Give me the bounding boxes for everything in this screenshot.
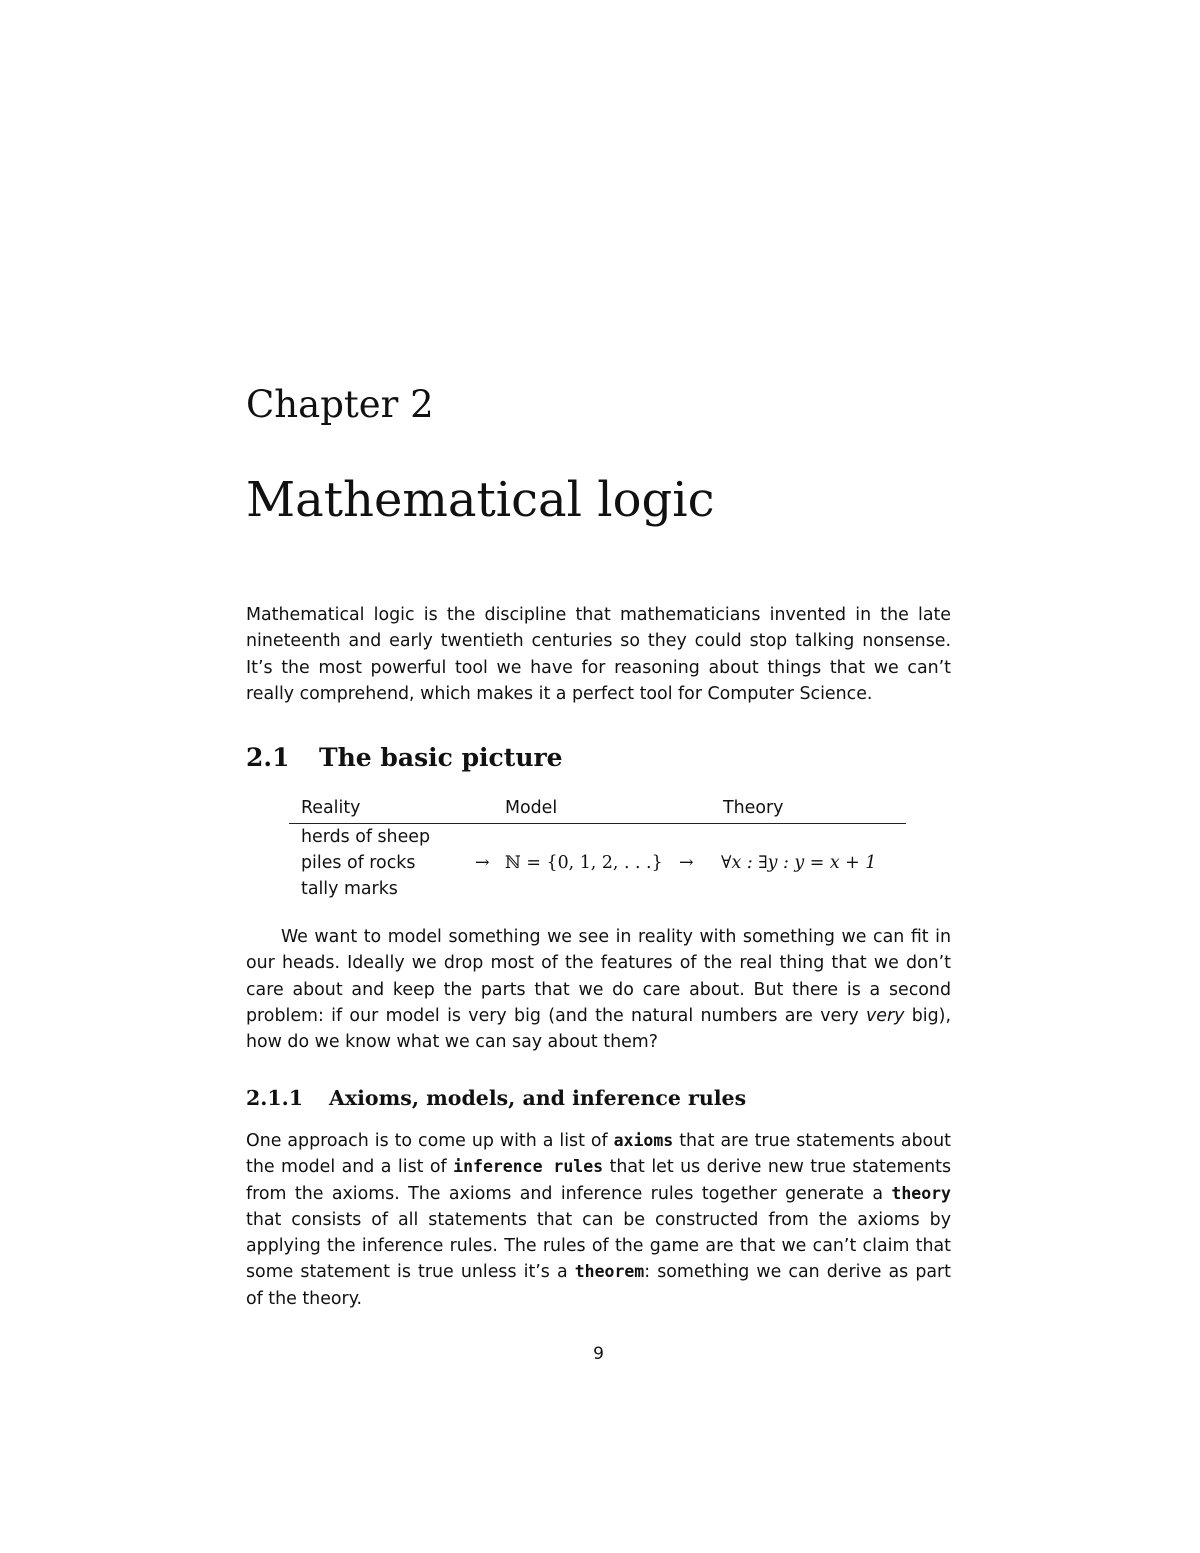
intro-paragraph: Mathematical logic is the discipline that mathematicians invented in the late nineteenth and early twentieth centuries so they could stop talking nonsense. It’s the most powerful tool we have for reasoning about things that we can’t really comprehend, which makes it a perfect tool for Computer Science. — [246, 605, 951, 704]
chapter-title: Mathematical logic — [246, 472, 715, 528]
axioms-text-4: that consists of all statements that can be constructed from the axioms by applying the inference rules. The rules of the game are that we can’t claim that some statement is true unless it’s a — [246, 1209, 951, 1283]
axioms-text-1: One approach is to come up with a list of — [246, 1131, 614, 1151]
subsection-number: 2.1.1 — [246, 1086, 304, 1110]
axioms-text-2: that are true statements about the model and a list of — [246, 1131, 951, 1178]
term-axioms: axioms — [613, 1131, 674, 1150]
chapter-label: Chapter 2 — [246, 383, 434, 426]
reality-item: tally marks — [301, 879, 398, 899]
axioms-text-5: : something we can derive as part of the theory. — [246, 1262, 951, 1309]
model-paragraph-emphasis: very — [865, 1005, 905, 1026]
model-expression: ℕ = {0, 1, 2, . . .} — [505, 853, 663, 873]
term-theorem: theorem — [574, 1262, 645, 1282]
document-page — [246, 0, 951, 1553]
theory-expression: ∀x : ∃y : y = x + 1 — [721, 853, 877, 873]
model-paragraph — [246, 924, 951, 1055]
subsection-heading — [246, 1084, 746, 1112]
model-paragraph-part1: We want to model something we see in reality with something we can fit in our heads. Ideally we drop most of the features of the real thing that we don’t care about and keep the parts that we do care about. But there is a second problem: if our model is very big (and the natural numbers are very — [246, 927, 951, 1026]
arrow-reality-to-model: → — [475, 853, 490, 873]
header-reality: Reality — [301, 798, 361, 818]
reality-list — [301, 824, 430, 902]
page-number: 9 — [593, 1344, 604, 1364]
table-body — [289, 824, 906, 904]
model-paragraph-part2: big), how do we know what we can say about them? — [246, 1005, 951, 1053]
section-number: 2.1 — [246, 743, 290, 772]
reality-item: piles of rocks — [301, 853, 416, 873]
axioms-paragraph — [246, 1128, 951, 1312]
header-model: Model — [505, 798, 558, 818]
header-theory: Theory — [723, 798, 784, 818]
axioms-text-3: that let us derive new true statements from the axioms. The axioms and inference rules together generate a — [246, 1157, 952, 1204]
term-inference-rules: inference rules — [453, 1157, 604, 1177]
subsection-title: Axioms, models, and inference rules — [329, 1086, 747, 1110]
basic-picture-table — [289, 795, 906, 904]
table-header-row — [289, 795, 906, 824]
section-heading — [246, 742, 563, 774]
section-title: The basic picture — [319, 743, 563, 772]
reality-item: herds of sheep — [301, 827, 431, 847]
term-theory: theory — [891, 1183, 951, 1203]
arrow-model-to-theory: → — [679, 853, 694, 873]
